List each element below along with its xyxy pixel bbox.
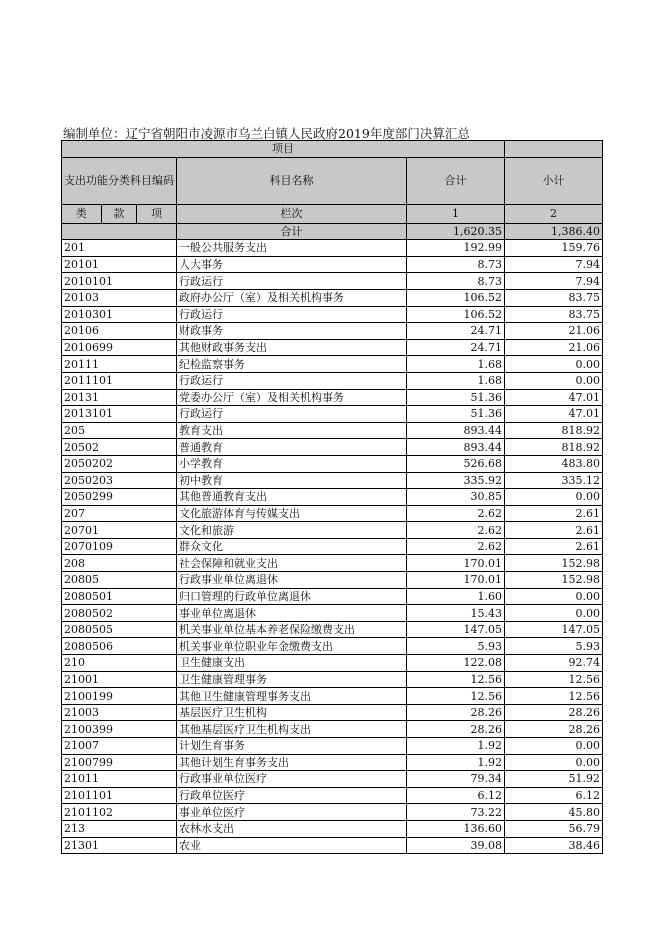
table-row xyxy=(62,638,603,655)
row-total: 79.34 xyxy=(407,771,505,788)
table-row xyxy=(62,572,603,589)
table-header xyxy=(62,141,603,240)
header-blank xyxy=(505,141,603,158)
row-subject-name: 行政事业单位医疗 xyxy=(177,771,407,788)
row-subtotal: 0.00 xyxy=(505,372,603,389)
row-subtotal: 28.26 xyxy=(505,704,603,721)
row-subject-name: 基层医疗卫生机构 xyxy=(177,704,407,721)
row-code: 20701 xyxy=(62,522,177,539)
column-index-2: 2 xyxy=(505,204,603,223)
row-subtotal: 2.61 xyxy=(505,538,603,555)
row-code: 2050202 xyxy=(62,455,177,472)
row-subtotal: 47.01 xyxy=(505,406,603,423)
row-code: 2080506 xyxy=(62,638,177,655)
row-subject-name: 人大事务 xyxy=(177,256,407,273)
row-subject-name: 卫生健康管理事务 xyxy=(177,671,407,688)
row-subtotal: 5.93 xyxy=(505,638,603,655)
row-subject-name: 计划生育事务 xyxy=(177,738,407,755)
column-index-label: 栏次 xyxy=(177,204,407,223)
row-code: 21001 xyxy=(62,671,177,688)
table-row xyxy=(62,721,603,738)
row-total: 2.62 xyxy=(407,505,505,522)
row-code: 2070109 xyxy=(62,538,177,555)
table-row xyxy=(62,588,603,605)
row-subtotal: 51.92 xyxy=(505,771,603,788)
row-subject-name: 文化旅游体育与传媒支出 xyxy=(177,505,407,522)
table-row xyxy=(62,406,603,423)
row-total: 6.12 xyxy=(407,787,505,804)
row-code: 21007 xyxy=(62,738,177,755)
row-total: 12.56 xyxy=(407,688,505,705)
row-subtotal: 0.00 xyxy=(505,588,603,605)
row-code: 2101102 xyxy=(62,804,177,821)
row-subtotal: 2.61 xyxy=(505,522,603,539)
row-subtotal: 83.75 xyxy=(505,289,603,306)
table-row xyxy=(62,787,603,804)
row-subject-name: 其他普通教育支出 xyxy=(177,489,407,506)
table-row xyxy=(62,356,603,373)
row-code: 2010101 xyxy=(62,273,177,290)
row-total: 122.08 xyxy=(407,655,505,672)
table-row xyxy=(62,820,603,837)
row-total: 51.36 xyxy=(407,389,505,406)
row-total: 893.44 xyxy=(407,439,505,456)
row-subject-name: 其他财政事务支出 xyxy=(177,339,407,356)
row-subject-name: 其他基层医疗卫生机构支出 xyxy=(177,721,407,738)
row-code: 208 xyxy=(62,555,177,572)
row-code: 20131 xyxy=(62,389,177,406)
table-row xyxy=(62,655,603,672)
row-total: 8.73 xyxy=(407,273,505,290)
row-total: 147.05 xyxy=(407,621,505,638)
row-total: 1.68 xyxy=(407,372,505,389)
row-subject-name: 文化和旅游 xyxy=(177,522,407,539)
row-subject-name: 卫生健康支出 xyxy=(177,655,407,672)
table-row xyxy=(62,339,603,356)
row-subtotal: 7.94 xyxy=(505,273,603,290)
table-row xyxy=(62,240,603,257)
row-total: 170.01 xyxy=(407,555,505,572)
table-row xyxy=(62,621,603,638)
row-subject-name: 机关事业单位职业年金缴费支出 xyxy=(177,638,407,655)
row-subject-name: 政府办公厅（室）及相关机构事务 xyxy=(177,289,407,306)
row-subject-name: 群众文化 xyxy=(177,538,407,555)
row-subject-name: 其他卫生健康管理事务支出 xyxy=(177,688,407,705)
table-row xyxy=(62,472,603,489)
row-total: 28.26 xyxy=(407,704,505,721)
row-subject-name: 纪检监察事务 xyxy=(177,356,407,373)
row-code: 2080505 xyxy=(62,621,177,638)
row-subject-name: 行政运行 xyxy=(177,306,407,323)
row-code: 2100399 xyxy=(62,721,177,738)
table-row xyxy=(62,439,603,456)
row-subject-name: 小学教育 xyxy=(177,455,407,472)
row-code: 2101101 xyxy=(62,787,177,804)
row-subject-name: 事业单位离退休 xyxy=(177,605,407,622)
row-subtotal: 28.26 xyxy=(505,721,603,738)
table-row xyxy=(62,605,603,622)
row-subject-name: 财政事务 xyxy=(177,323,407,340)
row-subtotal: 38.46 xyxy=(505,837,603,854)
row-subtotal: 47.01 xyxy=(505,389,603,406)
table-row xyxy=(62,522,603,539)
row-total: 1.92 xyxy=(407,738,505,755)
row-total: 28.26 xyxy=(407,721,505,738)
row-code: 20111 xyxy=(62,356,177,373)
table-row xyxy=(62,422,603,439)
row-subtotal: 483.80 xyxy=(505,455,603,472)
grand-total-label: 合计 xyxy=(177,223,407,240)
table-row xyxy=(62,688,603,705)
row-subtotal: 147.05 xyxy=(505,621,603,638)
row-subtotal: 818.92 xyxy=(505,422,603,439)
table-row xyxy=(62,771,603,788)
table-row xyxy=(62,323,603,340)
row-total: 170.01 xyxy=(407,572,505,589)
subject-name-header: 科目名称 xyxy=(177,157,407,204)
grand-total-value: 1,620.35 xyxy=(407,223,505,240)
row-code: 20103 xyxy=(62,289,177,306)
row-total: 1.68 xyxy=(407,356,505,373)
row-code: 20502 xyxy=(62,439,177,456)
table-row xyxy=(62,704,603,721)
row-subject-name: 初中教育 xyxy=(177,472,407,489)
row-subtotal: 159.76 xyxy=(505,240,603,257)
row-code: 21301 xyxy=(62,837,177,854)
kuan-header: 款 xyxy=(101,204,137,223)
row-total: 12.56 xyxy=(407,671,505,688)
row-code: 2010301 xyxy=(62,306,177,323)
row-total: 106.52 xyxy=(407,306,505,323)
table-row xyxy=(62,289,603,306)
row-subtotal: 7.94 xyxy=(505,256,603,273)
table-row xyxy=(62,372,603,389)
row-subtotal: 152.98 xyxy=(505,572,603,589)
row-total: 73.22 xyxy=(407,804,505,821)
total-header: 合计 xyxy=(407,157,505,204)
row-subtotal: 12.56 xyxy=(505,688,603,705)
row-subject-name: 行政运行 xyxy=(177,273,407,290)
row-code: 2010699 xyxy=(62,339,177,356)
table-row xyxy=(62,738,603,755)
row-subtotal: 21.06 xyxy=(505,339,603,356)
row-code: 2013101 xyxy=(62,406,177,423)
row-subtotal: 2.61 xyxy=(505,505,603,522)
row-subject-name: 其他计划生育事务支出 xyxy=(177,754,407,771)
row-subtotal: 6.12 xyxy=(505,787,603,804)
row-code: 20805 xyxy=(62,572,177,589)
row-code: 210 xyxy=(62,655,177,672)
row-subtotal: 83.75 xyxy=(505,306,603,323)
row-code: 2050203 xyxy=(62,472,177,489)
row-total: 2.62 xyxy=(407,538,505,555)
row-subtotal: 45.80 xyxy=(505,804,603,821)
row-subtotal: 0.00 xyxy=(505,754,603,771)
row-code: 2011101 xyxy=(62,372,177,389)
row-total: 1.60 xyxy=(407,588,505,605)
row-total: 893.44 xyxy=(407,422,505,439)
row-subtotal: 0.00 xyxy=(505,356,603,373)
project-header: 项目 xyxy=(62,141,505,158)
row-total: 192.99 xyxy=(407,240,505,257)
row-total: 24.71 xyxy=(407,323,505,340)
row-subject-name: 社会保障和就业支出 xyxy=(177,555,407,572)
row-code: 2080502 xyxy=(62,605,177,622)
row-subject-name: 行政单位医疗 xyxy=(177,787,407,804)
row-subtotal: 92.74 xyxy=(505,655,603,672)
xiang-header: 项 xyxy=(137,204,177,223)
row-subtotal: 0.00 xyxy=(505,738,603,755)
table-row xyxy=(62,455,603,472)
table-row xyxy=(62,489,603,506)
row-total: 335.92 xyxy=(407,472,505,489)
row-total: 136.60 xyxy=(407,820,505,837)
table-row xyxy=(62,804,603,821)
row-total: 51.36 xyxy=(407,406,505,423)
row-total: 1.92 xyxy=(407,754,505,771)
row-subtotal: 0.00 xyxy=(505,489,603,506)
row-total: 106.52 xyxy=(407,289,505,306)
code-header: 支出功能分类科目编码 xyxy=(62,157,177,204)
row-total: 526.68 xyxy=(407,455,505,472)
row-code: 2080501 xyxy=(62,588,177,605)
row-subject-name: 农业 xyxy=(177,837,407,854)
final-accounts-table xyxy=(61,140,603,854)
row-total: 15.43 xyxy=(407,605,505,622)
row-subject-name: 农林水支出 xyxy=(177,820,407,837)
lei-header: 类 xyxy=(62,204,102,223)
row-subject-name: 行政运行 xyxy=(177,372,407,389)
total-row-blank xyxy=(62,223,177,240)
row-total: 24.71 xyxy=(407,339,505,356)
row-total: 2.62 xyxy=(407,522,505,539)
table-row xyxy=(62,505,603,522)
subtotal-header: 小计 xyxy=(505,157,603,204)
row-subject-name: 归口管理的行政单位离退休 xyxy=(177,588,407,605)
row-subject-name: 行政运行 xyxy=(177,406,407,423)
row-code: 2100799 xyxy=(62,754,177,771)
row-subject-name: 行政事业单位离退休 xyxy=(177,572,407,589)
row-code: 207 xyxy=(62,505,177,522)
row-subtotal: 12.56 xyxy=(505,671,603,688)
table-row xyxy=(62,837,603,854)
row-code: 205 xyxy=(62,422,177,439)
row-subject-name: 一般公共服务支出 xyxy=(177,240,407,257)
row-subject-name: 教育支出 xyxy=(177,422,407,439)
table-row xyxy=(62,256,603,273)
table-row xyxy=(62,671,603,688)
row-code: 2050299 xyxy=(62,489,177,506)
row-subject-name: 党委办公厅（室）及相关机构事务 xyxy=(177,389,407,406)
row-subject-name: 普通教育 xyxy=(177,439,407,456)
row-code: 21011 xyxy=(62,771,177,788)
row-total: 39.08 xyxy=(407,837,505,854)
row-total: 30.85 xyxy=(407,489,505,506)
reporting-unit-line: 编制单位：辽宁省朝阳市凌源市乌兰白镇人民政府2019年度部门决算汇总 xyxy=(63,126,470,141)
table-row xyxy=(62,754,603,771)
table-row xyxy=(62,538,603,555)
row-total: 5.93 xyxy=(407,638,505,655)
table-row xyxy=(62,389,603,406)
table-row xyxy=(62,273,603,290)
row-subject-name: 机关事业单位基本养老保险缴费支出 xyxy=(177,621,407,638)
table-body xyxy=(62,240,603,854)
row-subtotal: 0.00 xyxy=(505,605,603,622)
row-total: 8.73 xyxy=(407,256,505,273)
row-subtotal: 818.92 xyxy=(505,439,603,456)
row-code: 2100199 xyxy=(62,688,177,705)
table-row xyxy=(62,306,603,323)
table-row xyxy=(62,555,603,572)
row-subtotal: 21.06 xyxy=(505,323,603,340)
row-code: 21003 xyxy=(62,704,177,721)
column-index-1: 1 xyxy=(407,204,505,223)
row-subtotal: 152.98 xyxy=(505,555,603,572)
row-code: 201 xyxy=(62,240,177,257)
row-subtotal: 335.12 xyxy=(505,472,603,489)
row-code: 20101 xyxy=(62,256,177,273)
row-code: 213 xyxy=(62,820,177,837)
row-code: 20106 xyxy=(62,323,177,340)
row-subject-name: 事业单位医疗 xyxy=(177,804,407,821)
row-subtotal: 56.79 xyxy=(505,820,603,837)
grand-subtotal-value: 1,386.40 xyxy=(505,223,603,240)
